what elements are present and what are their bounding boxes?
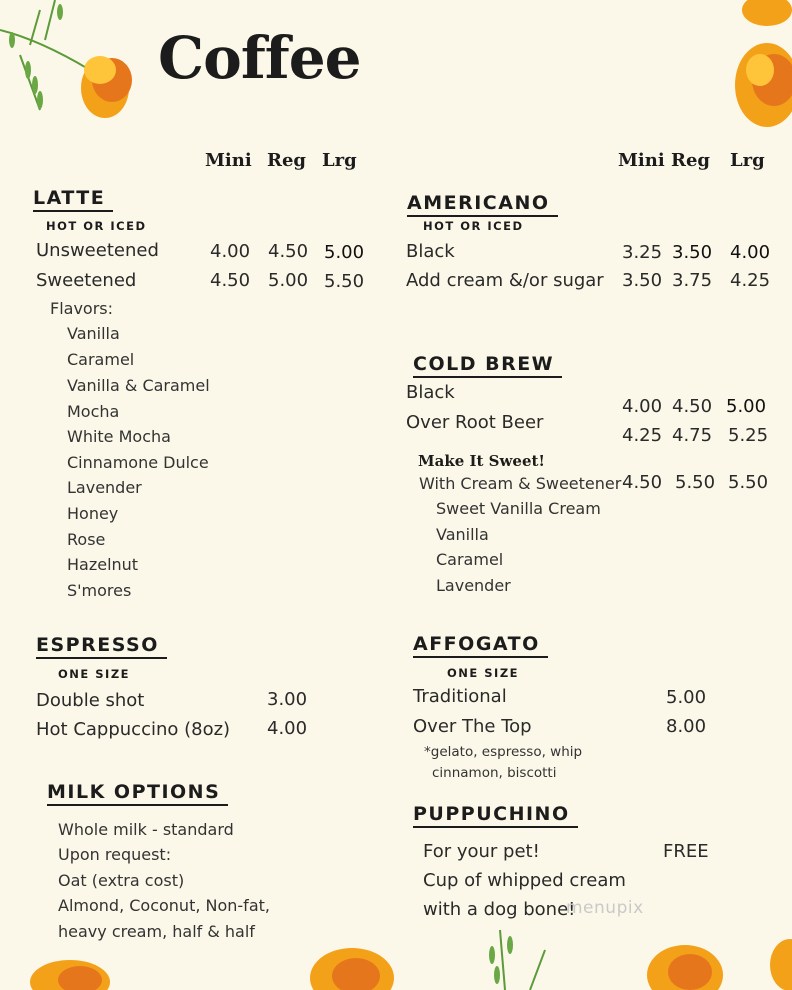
milk-options-heading: MILK OPTIONS	[47, 781, 228, 806]
latte-price-reg: 4.50	[268, 241, 309, 262]
flavor-item: S'mores	[67, 581, 132, 600]
watermark: menupix	[566, 898, 644, 918]
col-header-reg-left: Reg	[267, 150, 306, 171]
americano-price-reg: 3.50	[672, 242, 713, 263]
americano-item-name: Add cream &/or sugar	[406, 270, 604, 291]
col-header-lrg-left: Lrg	[322, 150, 357, 171]
flavor-item: Rose	[67, 530, 106, 549]
puppuchino-line: For your pet!	[423, 841, 540, 862]
cold-brew-item-name: Black	[406, 382, 455, 403]
latte-item-name: Unsweetened	[36, 240, 159, 261]
espresso-item-name: Double shot	[36, 690, 145, 711]
cold-brew-price-lrg: 5.00	[726, 396, 767, 417]
cold-brew-heading: COLD BREW	[413, 353, 562, 378]
americano-price-lrg: 4.00	[730, 242, 771, 263]
cold-brew-price-reg: 4.75	[672, 425, 713, 446]
flavor-item: White Mocha	[67, 427, 171, 446]
affogato-note-line: cinnamon, biscotti	[432, 765, 557, 781]
puppuchino-heading: PUPPUCHINO	[413, 803, 578, 828]
latte-price-reg: 5.00	[268, 270, 309, 291]
sweet-price-reg: 5.50	[675, 472, 716, 493]
latte-price-lrg: 5.00	[324, 242, 365, 263]
puppuchino-line: with a dog bone!	[423, 899, 576, 920]
latte-price-lrg: 5.50	[324, 271, 365, 292]
milk-option-line: Upon request:	[58, 845, 172, 864]
americano-item-name: Black	[406, 241, 455, 262]
americano-subheading: HOT OR ICED	[423, 219, 524, 233]
espresso-price: 4.00	[267, 718, 308, 739]
espresso-subheading: ONE SIZE	[58, 667, 131, 681]
affogato-price: 8.00	[666, 716, 707, 737]
espresso-item-name: Hot Cappuccino (8oz)	[36, 719, 231, 740]
affogato-note-line: *gelato, espresso, whip	[424, 744, 583, 760]
flavor-item: Vanilla & Caramel	[67, 376, 210, 395]
puppuchino-line: Cup of whipped cream	[423, 870, 626, 891]
col-header-reg-right: Reg	[671, 150, 710, 171]
latte-price-mini: 4.50	[210, 270, 251, 291]
col-header-mini-right: Mini	[618, 150, 665, 171]
affogato-subheading: ONE SIZE	[447, 666, 520, 680]
cold-brew-price-mini: 4.00	[622, 396, 663, 417]
sweet-option: Caramel	[436, 550, 504, 569]
affogato-item-name: Traditional	[413, 686, 507, 707]
americano-price-lrg: 4.25	[730, 270, 771, 291]
flavor-item: Honey	[67, 504, 119, 523]
flavor-item: Caramel	[67, 350, 135, 369]
americano-price-mini: 3.50	[622, 270, 663, 291]
affogato-heading: AFFOGATO	[413, 633, 548, 658]
puppuchino-price: FREE	[663, 841, 709, 862]
espresso-heading: ESPRESSO	[36, 634, 167, 659]
page-title: Coffee	[158, 24, 361, 92]
americano-price-reg: 3.75	[672, 270, 713, 291]
cold-brew-item-name: Over Root Beer	[406, 412, 544, 433]
flavor-item: Hazelnut	[67, 555, 139, 574]
cold-brew-price-mini: 4.25	[622, 425, 663, 446]
flavors-label: Flavors:	[50, 299, 114, 318]
sweet-option: Lavender	[436, 576, 511, 595]
latte-item-name: Sweetened	[36, 270, 137, 291]
milk-option-line: heavy cream, half & half	[58, 922, 255, 941]
sweet-option: Sweet Vanilla Cream	[436, 499, 601, 518]
latte-heading: LATTE	[33, 187, 113, 212]
latte-price-mini: 4.00	[210, 241, 251, 262]
cold-brew-price-reg: 4.50	[672, 396, 713, 417]
flower-top-left-icon	[0, 0, 150, 130]
flavor-item: Mocha	[67, 402, 120, 421]
latte-subheading: HOT OR ICED	[46, 219, 147, 233]
americano-price-mini: 3.25	[622, 242, 663, 263]
sweet-price-mini: 4.50	[622, 472, 663, 493]
americano-heading: AMERICANO	[407, 192, 558, 217]
cold-brew-price-lrg: 5.25	[728, 425, 769, 446]
col-header-lrg-right: Lrg	[730, 150, 765, 171]
milk-option-line: Almond, Coconut, Non-fat,	[58, 896, 270, 915]
milk-option-line: Oat (extra cost)	[58, 871, 185, 890]
flavor-item: Lavender	[67, 478, 142, 497]
col-header-mini-left: Mini	[205, 150, 252, 171]
sweet-option: Vanilla	[436, 525, 489, 544]
flower-top-right-icon	[712, 0, 792, 140]
flavor-item: Cinnamone Dulce	[67, 453, 209, 472]
sweet-price-lrg: 5.50	[728, 472, 769, 493]
sweet-item-name: With Cream & Sweetener	[419, 474, 622, 493]
milk-option-line: Whole milk - standard	[58, 820, 234, 839]
affogato-item-name: Over The Top	[413, 716, 532, 737]
flavor-item: Vanilla	[67, 324, 120, 343]
make-it-sweet-heading: Make It Sweet!	[418, 452, 545, 470]
espresso-price: 3.00	[267, 689, 308, 710]
affogato-price: 5.00	[666, 687, 707, 708]
